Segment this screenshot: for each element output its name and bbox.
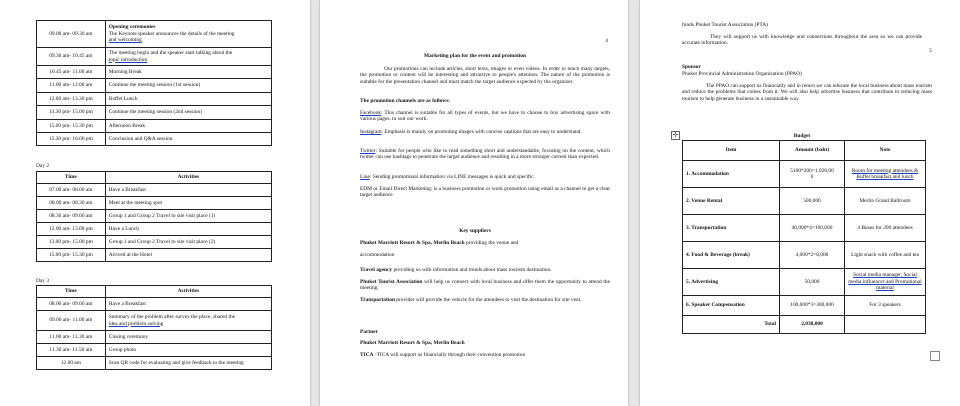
budget-note: Merlin Grand Ballroom (845, 188, 926, 215)
table-cell: 15.00 pm- 15.30 pm (37, 120, 106, 133)
column-header: Time (37, 286, 106, 298)
table-cell: 11.30 am- 11.50 am (37, 344, 106, 357)
table-cell: 15.00 pm- 15.30 pm (37, 249, 106, 262)
cell-text: and welcoming (108, 37, 142, 44)
channel-name: Facebook (360, 110, 381, 116)
day2-label: Day 2 (36, 163, 50, 169)
table-cell: 11.00 am- 12.00 am (37, 79, 106, 93)
channel-name: Instagram (360, 129, 382, 135)
table-cell: 10.45 am- 11.00 am (37, 66, 106, 79)
supplier-text: providing the venue and (464, 240, 519, 246)
budget-amount (780, 161, 845, 188)
partner-text: -TICA will support us financially through their convention promotion (373, 352, 526, 358)
table-cell: Have a Breakfast (105, 184, 271, 197)
table-resize-handle-icon[interactable] (930, 351, 940, 361)
supplier-paragraph: accommodation (360, 252, 395, 258)
table-cell: Arrived at the Hotel (105, 249, 271, 262)
table-cell: 07.00 am- 08.00 am (37, 184, 106, 197)
channel-text: : Suitable for people who like to read something short and understandable, focusing on the content, which twitter can use hashtags to penetrate the target audience and resulting in a more stronger current than expected. (360, 148, 610, 161)
table-cell: Scan QR code for evaluating and give feedback to the meeting (105, 357, 271, 370)
table-cell (105, 48, 271, 66)
supplier-text: will help us connect with local business and offer them the opportunity to attend the meeting. (360, 279, 610, 292)
budget-note: Social media manager, Social media influencer and Promotional material (845, 269, 926, 296)
page-number: 4 (605, 38, 608, 44)
table-cell: 13.30 pm- 15.00 pm (37, 106, 106, 120)
budget-amount: 4,000*2=8,000 (780, 242, 845, 269)
budget-item: 2. Venue Rental (683, 188, 780, 215)
table-cell (845, 316, 926, 334)
supplier-name: Travel agency (360, 267, 393, 273)
table-cell: 12.00 am (37, 357, 106, 370)
budget-note: Room for meeting attendees & Buffet breakfast and lunch (845, 161, 926, 188)
document-page-2 (320, 0, 628, 406)
budget-note: For 3 speakers (845, 296, 926, 316)
partner-name: TICA (360, 352, 374, 358)
channel-name: EDM or Email Direct Marketing (360, 186, 431, 192)
budget-item: 6. Speaker Compensation (683, 296, 780, 316)
table-cell: 08.30 am- 09.00 am (37, 210, 106, 223)
text-line: funds Phuket Tourist Association (PTA) (682, 22, 768, 28)
supplier-paragraph (360, 267, 610, 273)
cell-text: Summary of the problem after survey the place, shared the (108, 314, 236, 321)
table-cell: 09.30 am- 10.45 am (37, 48, 106, 66)
supplier-name: Transportation (360, 297, 395, 303)
cell-text: 0 (810, 174, 814, 180)
budget-item: 5. Advertising (683, 269, 780, 296)
channel-name: Twitter (360, 148, 376, 154)
table-cell: 11.00 am- 11.30 am (37, 331, 106, 344)
channel-paragraph (360, 186, 610, 199)
cell-text: Opening ceremonies (108, 24, 156, 31)
partner-heading: Partner (360, 329, 378, 335)
table-cell: Continue the meeting session (2nd session) (105, 106, 271, 120)
table-cell: Buffet Lunch (105, 93, 271, 106)
partner-item (360, 352, 610, 358)
budget-amount: 100,000*3=300,000 (780, 296, 845, 316)
page-number: 5 (929, 48, 932, 54)
supplier-text: providing us with information and trends about mass tourism destination. (392, 267, 552, 273)
cell-text: The meeting begin and the speaker start talking about the (108, 50, 233, 57)
supplier-text: provider will provide the vehicle for the attendees to visit the destination for site visit. (394, 297, 582, 303)
column-header: Amount (baht) (780, 141, 845, 161)
channel-text: : Emphasis is mainly on promoting images with concise captions that are easy to understand. (381, 129, 582, 135)
budget-item: 4. Food & Beverage (break) (683, 242, 780, 269)
column-header: Note (845, 141, 926, 161)
channels-heading: The promotion channels are as follows: (360, 98, 451, 104)
sponsor-name: Phuket Provincial Administration Organization (PPAO) (682, 71, 802, 77)
cell-text: topic introduction (108, 56, 148, 63)
table-cell: 08.00 am- 09.00 am (37, 298, 106, 311)
section-title: Marketing plan for the event and promotion (424, 53, 526, 59)
table-cell: 09.00 am- 11.00 am (37, 311, 106, 331)
supplier-paragraph (360, 297, 610, 303)
column-header: Item (683, 141, 780, 161)
table-cell: Group 1 and Group 2 Travel to site visit place (2) (105, 236, 271, 249)
supplier-paragraph (360, 240, 610, 246)
budget-note: Light snack with coffee and tea (845, 242, 926, 269)
budget-item: 3. Transportation (683, 215, 780, 242)
pta-paragraph: They will support us with knowledge and connections throughout the area so we can provide accurate information. (682, 34, 922, 47)
table-cell: Have a Breakfast (105, 298, 271, 311)
budget-title: Budget (793, 133, 811, 139)
table-cell (105, 21, 271, 48)
partner-item: Phuket Marriott Resort & Spa, Merlin Beach (360, 340, 465, 346)
channel-text: : Sending promotional information via LINE messages is quick and specific. (369, 174, 536, 180)
table-cell: Meet at the meeting spot (105, 197, 271, 210)
sponsor-heading: Sponsor (682, 64, 701, 70)
channel-paragraph (360, 129, 610, 135)
cell-text: 5100*200=1,020,00 (790, 167, 834, 174)
channel-paragraph (360, 174, 610, 180)
document-page-1 (0, 0, 310, 406)
table-cell: 08.00 am- 08.30 am (37, 197, 106, 210)
table-cell: 15.30 pm- 16.00 pm (37, 133, 106, 146)
budget-item: 1. Accommodation (683, 161, 780, 188)
table-cell: 09.00 am- 09.30 am (37, 21, 106, 48)
sponsor-paragraph: The PPAO can support us financially and in return we can educate the local business about mass tourism and reduce the problems that comes from it. We will also help advertise business that contribute in reducing mass tourism to help generate business in a sustainable way. (682, 83, 932, 102)
budget-amount: 50,000 (780, 269, 845, 296)
channel-name: Line (360, 174, 370, 180)
supplier-name: Phuket Marriott Resort & Spa, Merlin Beach (360, 240, 465, 246)
table-move-handle-icon[interactable]: ✛ (672, 131, 679, 139)
channel-text: : This channel is suitable for all types of events, but we have to choose to buy advertising space with various pages. to suit our work. (360, 110, 610, 123)
intro-paragraph: Our promotions can include articles, short texts, images or even videos. In order to reach many targets, the promotion or content will be interesting and attractive to people's attention. The nature of the promotion is suitable for the presentation channel and must match the target audience expected by the organizer. (360, 66, 610, 85)
budget-amount: 40,000*4=160,000 (780, 215, 845, 242)
suppliers-title: Key suppliers (459, 228, 491, 234)
channel-paragraph (360, 110, 610, 123)
budget-table (682, 140, 926, 334)
column-header: Time (37, 172, 106, 184)
document-page-3 (640, 0, 960, 406)
table-cell: 12.00 am- 13.30 pm (37, 93, 106, 106)
table-cell: Group 1 and Group 2 Travel to site visit place (1) (105, 210, 271, 223)
total-label: Total (683, 316, 780, 334)
table-cell: Closing ceremony (105, 331, 271, 344)
table-cell: Morning Break (105, 66, 271, 79)
table-cell: Group photo (105, 344, 271, 357)
table-cell: 12.00 am- 13.00 pm (37, 223, 106, 236)
schedule-table-day1 (36, 20, 272, 146)
table-cell: Continue the meeting session (1st session) (105, 79, 271, 93)
table-cell: Afternoon Break (105, 120, 271, 133)
table-cell: 13.00 pm- 15.00 pm (37, 236, 106, 249)
schedule-table-day3 (36, 285, 272, 370)
table-cell (105, 311, 271, 331)
schedule-table-day2 (36, 171, 272, 262)
supplier-name: Phuket Tourist Association (360, 279, 423, 285)
channel-paragraph (360, 148, 610, 161)
table-cell: Conclusion and Q&A session (105, 133, 271, 146)
cell-text: The Keynote speaker announces the details of the meeting (108, 30, 235, 37)
total-value: 2,038,000 (780, 316, 845, 334)
cell-text: idea and problem solving (108, 320, 164, 327)
table-cell: Have a Lunch (105, 223, 271, 236)
channel-text: : is a business promotion or work promotion using email as a channel to get a clear target audience (360, 186, 610, 199)
day3-label: Day 3 (36, 278, 50, 284)
budget-amount: 500,000 (780, 188, 845, 215)
column-header: Activities (105, 286, 271, 298)
budget-note: 4 Buses for 200 attendees (845, 215, 926, 242)
column-header: Activities (105, 172, 271, 184)
supplier-paragraph (360, 279, 610, 292)
